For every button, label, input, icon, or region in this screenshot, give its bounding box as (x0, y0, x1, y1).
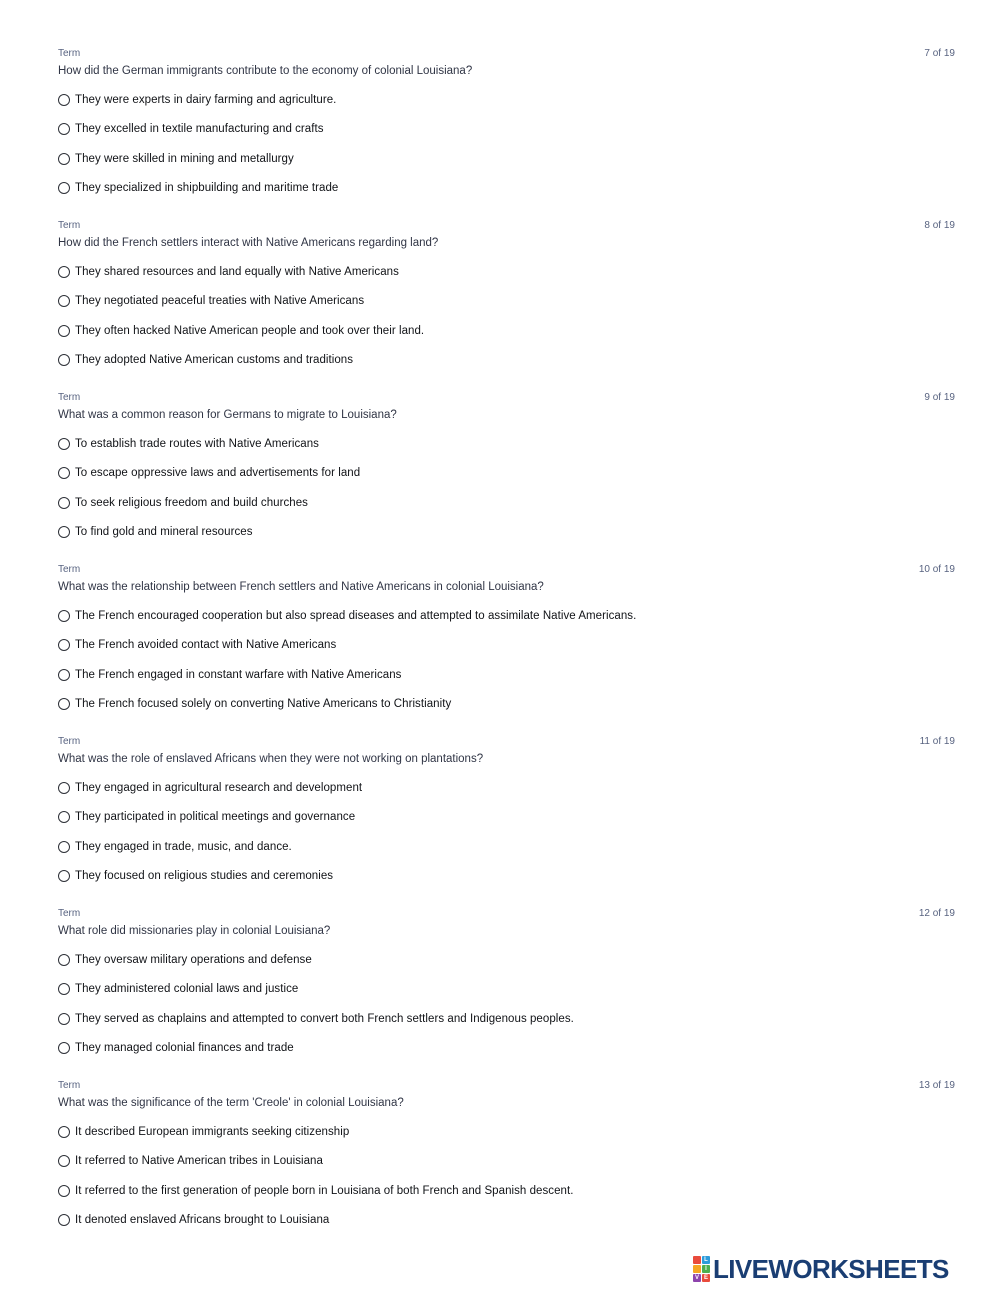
logo-mark-tile: I (702, 1265, 710, 1273)
answer-option-label: It referred to the first generation of people born in Louisiana of both French and Spanish descent. (75, 1185, 574, 1197)
answer-option[interactable] (58, 323, 424, 339)
answer-option[interactable] (58, 809, 355, 825)
radio-button-icon[interactable] (58, 1042, 70, 1054)
question-block (58, 220, 955, 392)
question-block (58, 1080, 955, 1252)
radio-button-icon[interactable] (58, 94, 70, 106)
answer-option[interactable] (58, 293, 364, 309)
answer-option-label: To find gold and mineral resources (75, 526, 253, 538)
answer-option[interactable] (58, 1183, 574, 1199)
answer-option[interactable] (58, 495, 308, 511)
question-counter: 10 of 19 (918, 564, 955, 575)
radio-button-icon[interactable] (58, 497, 70, 509)
term-label: Term (58, 48, 81, 59)
answer-option[interactable] (58, 667, 401, 683)
answer-option-label: They focused on religious studies and ceremonies (75, 870, 334, 882)
answer-option[interactable] (58, 264, 399, 280)
answer-option-label: They engaged in trade, music, and dance. (75, 841, 292, 853)
term-label: Term (58, 564, 81, 575)
radio-button-icon[interactable] (58, 438, 70, 450)
answer-option[interactable] (58, 121, 324, 137)
answer-option[interactable] (58, 780, 362, 796)
radio-button-icon[interactable] (58, 669, 70, 681)
answer-option[interactable] (58, 1212, 329, 1228)
radio-button-icon[interactable] (58, 811, 70, 823)
radio-button-icon[interactable] (58, 870, 70, 882)
term-label: Term (58, 1080, 81, 1091)
answer-option[interactable] (58, 151, 294, 167)
logo-mark-icon (693, 1256, 710, 1282)
radio-button-icon[interactable] (58, 954, 70, 966)
radio-button-icon[interactable] (58, 841, 70, 853)
question-prompt: How did the German immigrants contribute to the economy of colonial Louisiana? (58, 65, 473, 77)
radio-button-icon[interactable] (58, 1155, 70, 1167)
answer-option[interactable] (58, 352, 353, 368)
question-prompt: What was the relationship between French settlers and Native Americans in colonial Louisiana? (58, 581, 544, 593)
question-block (58, 908, 955, 1080)
liveworksheets-logo (693, 1255, 949, 1283)
radio-button-icon[interactable] (58, 467, 70, 479)
answer-option[interactable] (58, 952, 312, 968)
answer-option-label: They participated in political meetings and governance (75, 811, 356, 823)
answer-option-label: The French encouraged cooperation but also spread diseases and attempted to assimilate Native Americans. (75, 610, 637, 622)
answer-option-label: They oversaw military operations and defense (75, 954, 312, 966)
answer-option-label: They were skilled in mining and metallurgy (75, 153, 294, 165)
radio-button-icon[interactable] (58, 295, 70, 307)
answer-option[interactable] (58, 180, 338, 196)
term-label: Term (58, 908, 81, 919)
answer-option-label: It described European immigrants seeking citizenship (75, 1126, 350, 1138)
radio-button-icon[interactable] (58, 325, 70, 337)
answer-option-label: They were experts in dairy farming and agriculture. (75, 94, 337, 106)
answer-option-label: They served as chaplains and attempted to convert both French settlers and Indigenous peoples. (75, 1013, 574, 1025)
answer-option[interactable] (58, 608, 636, 624)
question-counter: 13 of 19 (918, 1080, 955, 1091)
answer-option-label: It denoted enslaved Africans brought to Louisiana (75, 1214, 330, 1226)
radio-button-icon[interactable] (58, 610, 70, 622)
answer-option-label: The French engaged in constant warfare with Native Americans (75, 669, 402, 681)
answer-option-label: To seek religious freedom and build churches (75, 497, 308, 509)
answer-option-label: To establish trade routes with Native Americans (75, 438, 319, 450)
radio-button-icon[interactable] (58, 123, 70, 135)
answer-option[interactable] (58, 465, 360, 481)
answer-option-label: They adopted Native American customs and traditions (75, 354, 354, 366)
answer-option-label: They administered colonial laws and justice (75, 983, 299, 995)
question-counter: 12 of 19 (918, 908, 955, 919)
answer-option[interactable] (58, 524, 253, 540)
logo-mark-tile (693, 1256, 701, 1264)
answer-option[interactable] (58, 868, 333, 884)
question-counter: 9 of 19 (924, 392, 955, 403)
term-label: Term (58, 220, 81, 231)
radio-button-icon[interactable] (58, 1013, 70, 1025)
question-block (58, 564, 955, 736)
question-prompt: What was the role of enslaved Africans when they were not working on plantations? (58, 753, 484, 765)
answer-option-label: They engaged in agricultural research and development (75, 782, 363, 794)
answer-option[interactable] (58, 1124, 349, 1140)
radio-button-icon[interactable] (58, 1126, 70, 1138)
answer-option-label: The French focused solely on converting Native Americans to Christianity (75, 698, 452, 710)
question-block (58, 392, 955, 564)
answer-option-label: They shared resources and land equally with Native Americans (75, 266, 399, 278)
question-prompt: What was the significance of the term 'Creole' in colonial Louisiana? (58, 1097, 404, 1109)
question-block (58, 48, 955, 220)
answer-option[interactable] (58, 696, 451, 712)
radio-button-icon[interactable] (58, 639, 70, 651)
answer-option[interactable] (58, 1040, 294, 1056)
answer-option-label: The French avoided contact with Native Americans (75, 639, 337, 651)
question-prompt: What role did missionaries play in colonial Louisiana? (58, 925, 331, 937)
logo-mark-tile: L (702, 1256, 710, 1264)
answer-option[interactable] (58, 637, 336, 653)
radio-button-icon[interactable] (58, 782, 70, 794)
logo-mark-tile: E (703, 1275, 708, 1281)
radio-button-icon[interactable] (58, 983, 70, 995)
radio-button-icon[interactable] (58, 1185, 70, 1197)
question-prompt: How did the French settlers interact with Native Americans regarding land? (58, 237, 439, 249)
radio-button-icon[interactable] (58, 182, 70, 194)
radio-button-icon[interactable] (58, 698, 70, 710)
question-counter: 7 of 19 (924, 48, 955, 59)
radio-button-icon[interactable] (58, 1214, 70, 1226)
radio-button-icon[interactable] (58, 526, 70, 538)
radio-button-icon[interactable] (58, 153, 70, 165)
answer-option-label: They negotiated peaceful treaties with Native Americans (75, 295, 365, 307)
question-counter: 11 of 19 (919, 736, 955, 747)
answer-option[interactable] (58, 436, 319, 452)
answer-option[interactable] (58, 1153, 323, 1169)
term-label: Term (58, 736, 81, 747)
logo-text: LIVEWORKSHEETS (713, 1254, 949, 1284)
radio-button-icon[interactable] (58, 266, 70, 278)
answer-option-label: They specialized in shipbuilding and maritime trade (75, 182, 339, 194)
answer-option-label: To escape oppressive laws and advertisements for land (75, 467, 361, 479)
term-label: Term (58, 392, 81, 403)
answer-option-label: They managed colonial finances and trade (75, 1042, 294, 1054)
question-prompt: What was a common reason for Germans to migrate to Louisiana? (58, 409, 397, 421)
logo-mark-tile: V (694, 1275, 699, 1281)
logo-mark-tile (693, 1265, 701, 1273)
question-counter: 8 of 19 (924, 220, 955, 231)
radio-button-icon[interactable] (58, 354, 70, 366)
answer-option[interactable] (58, 1011, 574, 1027)
answer-option-label: They excelled in textile manufacturing and crafts (75, 123, 324, 135)
answer-option[interactable] (58, 92, 336, 108)
answer-option[interactable] (58, 981, 298, 997)
answer-option-label: They often hacked Native American people and took over their land. (75, 325, 425, 337)
question-block (58, 736, 955, 908)
answer-option[interactable] (58, 839, 292, 855)
answer-option-label: It referred to Native American tribes in Louisiana (75, 1155, 323, 1167)
